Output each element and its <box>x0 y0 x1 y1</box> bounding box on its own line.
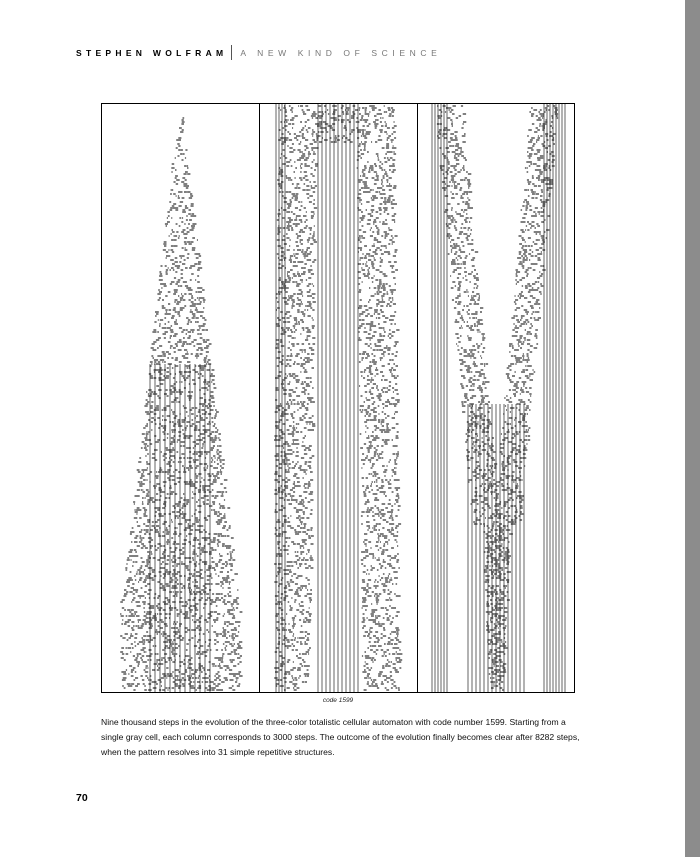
header-author: STEPHEN WOLFRAM <box>76 47 228 58</box>
cell-texture <box>120 118 242 690</box>
stripe-lines <box>276 104 358 692</box>
automaton-panel-1 <box>120 118 242 692</box>
automaton-panel-3 <box>432 104 565 692</box>
automaton-panel-2 <box>274 104 402 692</box>
header-book-title: A NEW KIND OF SCIENCE <box>240 47 442 58</box>
figure-label: code 1599 <box>322 697 354 704</box>
automaton-figure-graphic <box>102 104 574 692</box>
header-separator <box>231 45 232 60</box>
scrollbar[interactable] <box>685 0 700 857</box>
stripe-lines <box>150 364 210 692</box>
figure-caption: Nine thousand steps in the evolution of the three-color totalistic cellular automaton with code number 1599. Starting from a single gray cell, each column corresponds to 3000 steps. The outcome of the evolution finally becomes clear after 8282 steps, when the pattern resolves into 31 simple repetitive structures. <box>101 717 580 757</box>
page-number: 70 <box>76 792 88 804</box>
cell-texture <box>437 106 558 690</box>
automaton-figure <box>101 103 575 693</box>
running-header <box>76 45 441 60</box>
